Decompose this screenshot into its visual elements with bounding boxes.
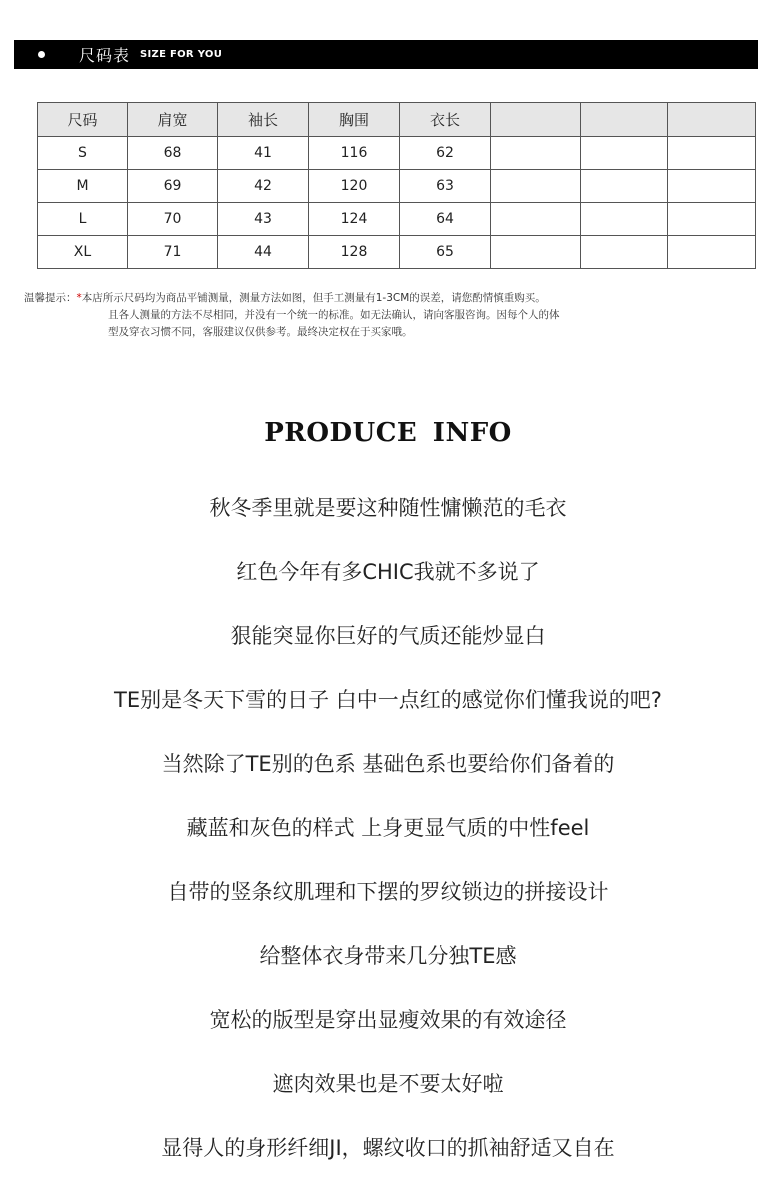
note-line-2: 且各人测量的方法不尽相同，并没有一个统一的标准。如无法确认，请向客服咨询。因每个人的体 (108, 309, 560, 321)
table-cell (491, 137, 581, 170)
table-cell: L (38, 203, 128, 236)
table-cell: 44 (218, 236, 309, 269)
table-cell (581, 170, 668, 203)
description-line: 给整体衣身带来几分独TE感 (259, 944, 517, 968)
note-line-1 (24, 290, 754, 307)
description-line: 显得人的身形纤细JI，螺纹收口的抓袖舒适又自在 (161, 1136, 615, 1160)
table-cell: 124 (309, 203, 400, 236)
size-chart-header (14, 40, 758, 69)
table-cell: XL (38, 236, 128, 269)
table-cell: 69 (128, 170, 218, 203)
description-line: TE别是冬天下雪的日子 白中一点红的感觉你们懂我说的吧? (114, 688, 662, 712)
size-chart-title: 尺码表 (79, 46, 131, 65)
note-label: 温馨提示： (24, 292, 77, 304)
size-chart-subtitle: SIZE FOR YOU (140, 49, 223, 60)
table-cell (668, 170, 756, 203)
table-row (38, 203, 756, 236)
description-line: 狠能突显你巨好的气质还能炒显白 (230, 624, 546, 648)
table-row (38, 170, 756, 203)
header-cell-empty (668, 103, 756, 137)
table-cell: 43 (218, 203, 309, 236)
produce-info-title: PRODUCE INFO (264, 418, 512, 448)
description-line: 宽松的版型是穿出显瘦效果的有效途径 (209, 1008, 567, 1032)
table-cell (668, 236, 756, 269)
table-cell: 70 (128, 203, 218, 236)
table-header-row (38, 103, 756, 137)
header-cell-chest: 胸围 (309, 103, 400, 137)
table-row (38, 137, 756, 170)
table-cell: 71 (128, 236, 218, 269)
table-cell: 128 (309, 236, 400, 269)
table-cell: S (38, 137, 128, 170)
description-line: 红色今年有多CHIC我就不多说了 (236, 560, 540, 584)
bullet-dot-icon (38, 51, 45, 58)
table-cell (491, 170, 581, 203)
table-cell: 63 (400, 170, 491, 203)
size-note (24, 290, 754, 341)
table-cell: 116 (309, 137, 400, 170)
table-cell: 120 (309, 170, 400, 203)
note-line-3: 型及穿衣习惯不同，客服建议仅供参考。最终决定权在于买家哦。 (108, 326, 413, 338)
table-cell: 41 (218, 137, 309, 170)
size-table (37, 102, 756, 269)
table-cell: 42 (218, 170, 309, 203)
header-cell-length: 衣长 (400, 103, 491, 137)
table-cell: 62 (400, 137, 491, 170)
description-line: 秋冬季里就是要这种随性慵懒范的毛衣 (209, 496, 567, 520)
table-row (38, 236, 756, 269)
table-cell: 68 (128, 137, 218, 170)
header-cell-size: 尺码 (38, 103, 128, 137)
note-text-1: 本店所示尺码均为商品平铺测量，测量方法如图，但手工测量有1-3CM的误差，请您酌情慎重购买。 (81, 292, 546, 304)
table-cell (581, 137, 668, 170)
table-cell: M (38, 170, 128, 203)
table-cell: 65 (400, 236, 491, 269)
description-line: 自带的竖条纹肌理和下摆的罗纹锁边的拼接设计 (167, 880, 609, 904)
header-cell-empty (491, 103, 581, 137)
table-cell (491, 203, 581, 236)
header-cell-shoulder: 肩宽 (128, 103, 218, 137)
table-cell (581, 203, 668, 236)
table-cell: 64 (400, 203, 491, 236)
table-cell (668, 203, 756, 236)
description-line: 遮肉效果也是不要太好啦 (272, 1072, 504, 1096)
description-line: 藏蓝和灰色的样式 上身更显气质的中性feel (186, 816, 590, 840)
header-cell-empty (581, 103, 668, 137)
header-cell-sleeve: 袖长 (218, 103, 309, 137)
table-cell (581, 236, 668, 269)
description-line: 当然除了TE别的色系 基础色系也要给你们备着的 (161, 752, 615, 776)
table-cell (491, 236, 581, 269)
note-star-icon: * (76, 292, 82, 304)
table-cell (668, 137, 756, 170)
